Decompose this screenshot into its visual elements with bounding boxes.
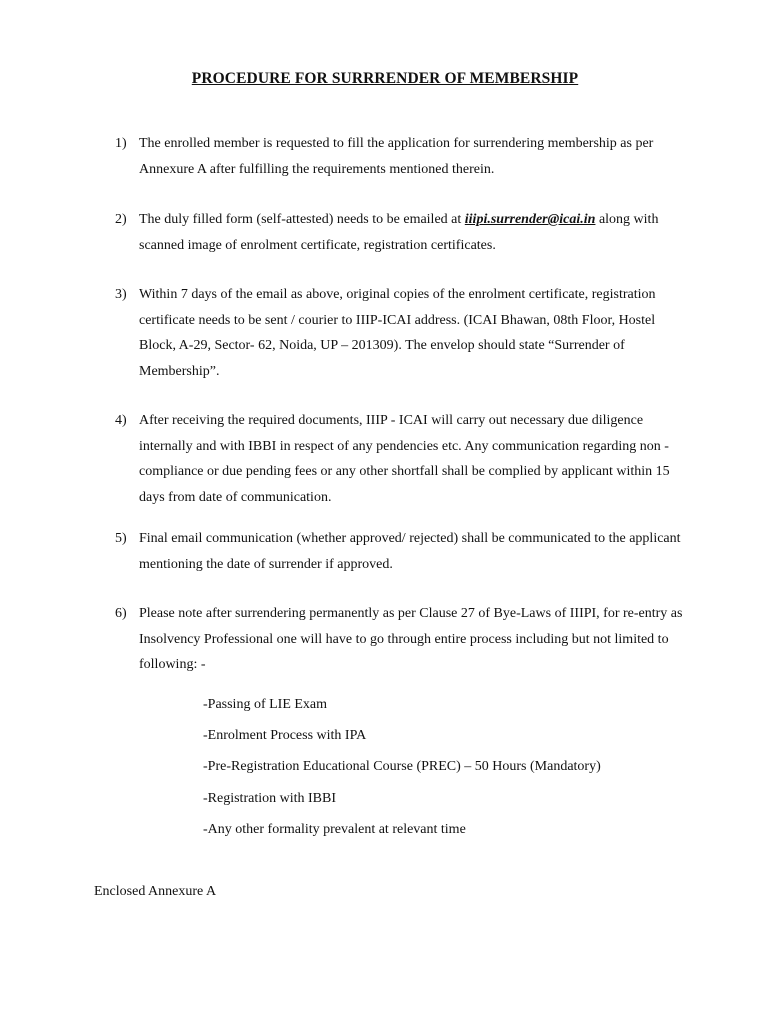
item-text: The enrolled member is requested to fill the application for surrendering membership as per Annexure A after fulfilling the requirements mentioned therein.: [139, 136, 654, 177]
list-item-1: [115, 131, 685, 182]
item-number: 2): [115, 212, 127, 227]
item-text: Please note after surrendering permanently as per Clause 27 of Bye-Laws of IIIPI, for re-entry as Insolvency Professional one will have to go through entire process including but not limited to following: -: [139, 606, 683, 672]
sub-item: -Registration with IBBI: [203, 791, 336, 806]
item-text: After receiving the required documents, IIIP - ICAI will carry out necessary due diligence internally and with IBBI in respect of any pendencies etc. Any communication regarding non -compliance or due pending fees or any other shortfall shall be complied by applicant within 15 days from date of communication.: [139, 413, 670, 505]
email-link[interactable]: iiipi.surrender@icai.in: [464, 212, 596, 227]
item-text: Final email communication (whether approved/ rejected) shall be communicated to the applicant mentioning the date of surrender if approved.: [139, 531, 681, 572]
item-number: 1): [115, 136, 127, 151]
page-title: PROCEDURE FOR SURRRENDER OF MEMBERSHIP: [191, 70, 579, 87]
item-number: 6): [115, 606, 127, 621]
item-number: 3): [115, 287, 127, 302]
item-text: [139, 207, 685, 258]
item-text-after: along with scanned image of enrolment certificate, registration certificates.: [139, 212, 659, 253]
item-number: 5): [115, 531, 127, 546]
sub-item: -Any other formality prevalent at relevant time: [203, 822, 466, 837]
list-item-4: [115, 408, 685, 510]
enclosure-note: Enclosed Annexure A: [94, 884, 217, 899]
list-item-3: [115, 282, 685, 384]
sub-item: -Enrolment Process with IPA: [203, 728, 367, 743]
item-text: Within 7 days of the email as above, original copies of the enrolment certificate, registration certificate needs to be sent / courier to IIIP-ICAI address. (ICAI Bhawan, 08th Floor, Hostel Block, A-29, Sector- 62, Noida, UP – 201309). The envelop should state “Surrender of Membership”.: [139, 287, 656, 379]
item-number: 4): [115, 413, 127, 428]
item-text-before: The duly filled form (self-attested) needs to be emailed at: [139, 212, 465, 227]
list-item-2: [115, 207, 685, 258]
sub-item: -Passing of LIE Exam: [203, 697, 328, 712]
list-item-5: [115, 526, 685, 577]
list-item-6: [115, 601, 685, 678]
sub-item: -Pre-Registration Educational Course (PREC) – 50 Hours (Mandatory): [203, 759, 601, 774]
